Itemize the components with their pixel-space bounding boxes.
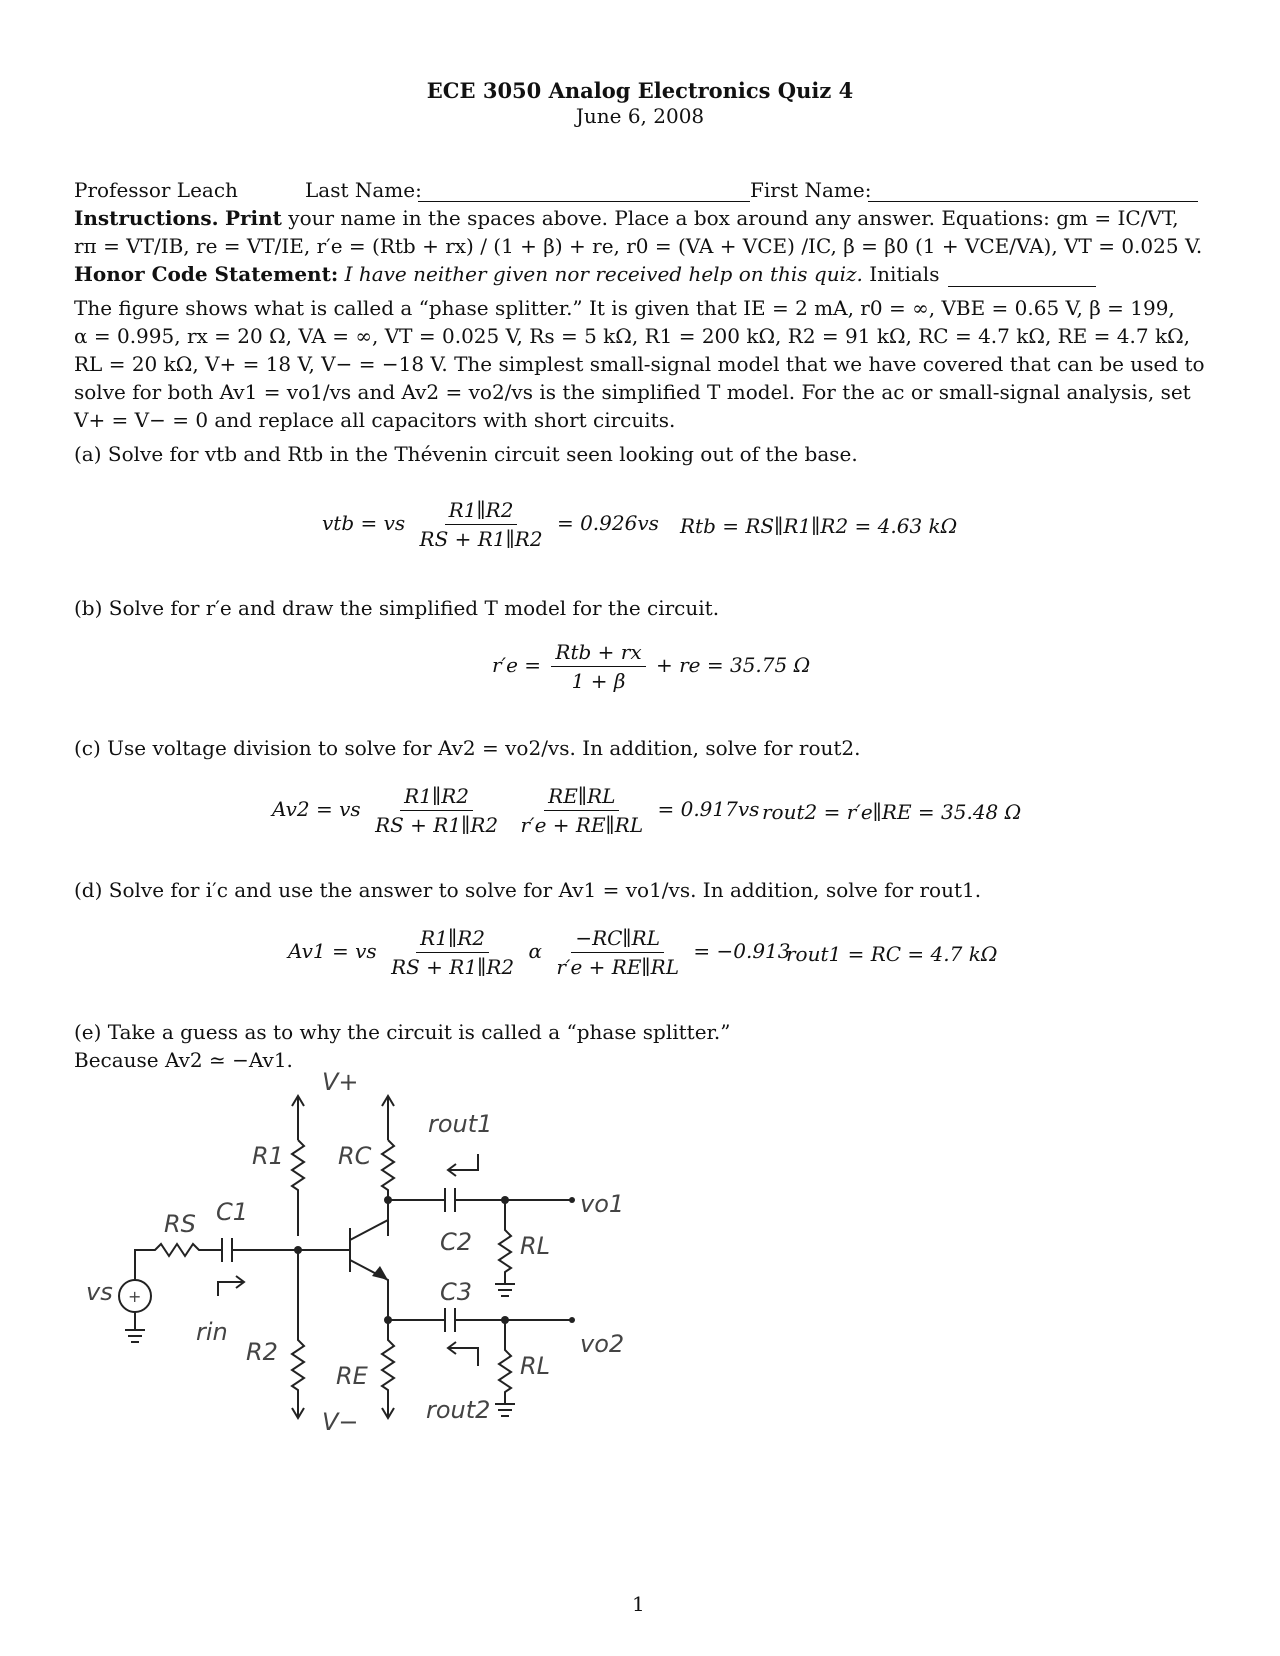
label-c1: C1 <box>216 1198 249 1226</box>
problem-line-5: V+ = V− = 0 and replace all capacitors with short circuits. <box>74 408 676 432</box>
part-d-question: (d) Solve for i′c and use the answer to solve for Av1 = vo1/vs. In addition, solve for rout1. <box>74 878 982 902</box>
part-c-fraction-1 <box>371 784 502 837</box>
c1-capacitor <box>222 1238 232 1262</box>
part-c-den-2: r′e + RE∥RL <box>520 813 644 837</box>
problem-line-3: RL = 20 kΩ, V+ = 18 V, V− = −18 V. The simplest small-signal model that we have covered that can be used to <box>74 352 1205 376</box>
label-c2: C2 <box>440 1228 473 1256</box>
vo1-terminal <box>569 1197 575 1203</box>
part-e-answer: Because Av2 ≃ −Av1. <box>74 1048 293 1072</box>
vo2-junction <box>501 1316 509 1324</box>
c3-capacitor <box>445 1308 455 1332</box>
part-a-question: (a) Solve for vtb and Rtb in the Thévenin circuit seen looking out of the base. <box>74 442 858 466</box>
vplus-arrow-right <box>382 1096 394 1140</box>
last-name-line[interactable] <box>418 201 750 202</box>
first-name-label: First Name: <box>750 178 872 202</box>
vo2-terminal <box>569 1317 575 1323</box>
part-b-num: Rtb + rx <box>551 640 645 667</box>
label-rin: rin <box>196 1318 228 1346</box>
part-d-alpha: α <box>528 939 542 963</box>
initials-line[interactable] <box>948 286 1096 287</box>
problem-line-2: α = 0.995, rx = 20 Ω, VA = ∞, VT = 0.025 V, Rs = 5 kΩ, R1 = 200 kΩ, R2 = 91 kΩ, RC = 4.7 kΩ, RE = 4.7 kΩ, <box>74 324 1191 348</box>
label-r2: R2 <box>246 1338 278 1366</box>
part-d-result: = −0.913 <box>693 939 791 963</box>
part-c-num-2: RE∥RL <box>544 784 619 811</box>
instructions-label: Instructions. <box>74 206 219 230</box>
honor-initials-label: Initials <box>869 262 940 286</box>
part-e-question: (e) Take a guess as to why the circuit is called a “phase splitter.” <box>74 1020 731 1044</box>
part-d-num-1: R1∥R2 <box>416 926 489 953</box>
label-rl2: RL <box>520 1352 551 1380</box>
part-c-num-1: R1∥R2 <box>400 784 473 811</box>
honor-label: Honor Code Statement: <box>74 262 339 286</box>
label-vminus: V− <box>322 1408 359 1436</box>
label-vo2: vo2 <box>580 1330 625 1358</box>
source-plus-icon: + <box>128 1287 142 1306</box>
base-junction <box>294 1246 302 1254</box>
vplus-arrow-left <box>292 1096 304 1140</box>
rin-arrow <box>218 1276 244 1296</box>
part-c-equation <box>272 784 759 837</box>
part-b-lhs: r′e = <box>492 653 542 677</box>
part-c-result: = 0.917vs <box>657 797 760 821</box>
quiz-title: ECE 3050 Analog Electronics Quiz 4 <box>426 78 854 103</box>
part-b-result: + re = 35.75 Ω <box>656 653 811 677</box>
instructions-line-1 <box>74 206 1179 230</box>
label-rc: RC <box>338 1142 372 1170</box>
r1-resistor <box>292 1140 304 1236</box>
instructions-text-1: your name in the spaces above. Place a box around any answer. Equations: gm = IC/VT, <box>288 206 1179 230</box>
c2-capacitor <box>445 1188 455 1212</box>
part-d-den-2: r′e + RE∥RL <box>556 955 679 979</box>
label-r1: R1 <box>252 1142 284 1170</box>
part-b-question: (b) Solve for r′e and draw the simplified T model for the circuit. <box>74 596 720 620</box>
ground-rl2-icon <box>495 1404 515 1416</box>
source-vs <box>119 1280 151 1312</box>
ground-source-icon <box>125 1330 145 1342</box>
part-c-question: (c) Use voltage division to solve for Av2 = vo2/vs. In addition, solve for rout2. <box>74 736 861 760</box>
problem-line-1: The figure shows what is called a “phase splitter.” It is given that IE = 2 mA, r0 = ∞, VBE = 0.65 V, β = 199, <box>74 296 1175 320</box>
instructions-print: Print <box>224 206 282 230</box>
part-d-equation <box>288 926 791 979</box>
rout1-arrow <box>448 1154 478 1176</box>
page-number: 1 <box>632 1592 645 1616</box>
part-c-rout2: rout2 = r′e∥RE = 35.48 Ω <box>762 800 1022 824</box>
part-c-fraction-2 <box>516 784 647 837</box>
emitter-arrow-icon <box>372 1266 388 1280</box>
label-rl1: RL <box>520 1232 551 1260</box>
part-d-fraction-2 <box>552 926 683 979</box>
part-d-den-1: RS + R1∥R2 <box>391 955 515 979</box>
r2-resistor <box>292 1250 304 1418</box>
rl1-resistor <box>499 1200 511 1284</box>
ground-rl1-icon <box>495 1284 515 1296</box>
part-d-rout1: rout1 = RC = 4.7 kΩ <box>786 942 998 966</box>
re-resistor <box>382 1300 394 1418</box>
label-rs: RS <box>164 1210 196 1238</box>
part-a-lhs: vtb = vs <box>322 511 406 535</box>
rout2-arrow <box>448 1342 478 1366</box>
transistor-collector <box>350 1200 388 1240</box>
part-c-lhs: Av2 = vs <box>272 797 361 821</box>
part-d-lhs: Av1 = vs <box>288 939 377 963</box>
part-d-num-2: −RC∥RL <box>571 926 664 953</box>
honor-code-line <box>74 262 939 286</box>
last-name-label: Last Name: <box>305 178 422 202</box>
part-a-rtb: Rtb = RS∥R1∥R2 = 4.63 kΩ <box>680 514 958 538</box>
part-b-fraction <box>551 640 645 693</box>
professor-label: Professor Leach <box>74 178 238 202</box>
first-name-line[interactable] <box>868 201 1198 202</box>
label-vo1: vo1 <box>580 1190 625 1218</box>
label-vs: vs <box>86 1278 113 1306</box>
honor-statement: I have neither given nor received help on this quiz. <box>344 262 863 286</box>
label-re: RE <box>336 1362 368 1390</box>
rc-resistor <box>382 1140 394 1236</box>
part-b-equation <box>492 640 810 693</box>
label-c3: C3 <box>440 1278 473 1306</box>
part-a-den: RS + R1∥R2 <box>419 527 543 551</box>
part-b-den: 1 + β <box>571 669 626 693</box>
quiz-date: June 6, 2008 <box>575 104 705 128</box>
part-c-den-1: RS + R1∥R2 <box>375 813 499 837</box>
rl2-resistor <box>499 1320 511 1404</box>
transistor-emitter <box>350 1260 388 1300</box>
label-rout2: rout2 <box>426 1396 491 1424</box>
part-a-fraction <box>416 498 547 551</box>
vo1-junction <box>501 1196 509 1204</box>
rs-resistor <box>135 1244 222 1280</box>
collector-junction <box>384 1196 392 1204</box>
label-rout1: rout1 <box>428 1110 493 1138</box>
label-vplus: V+ <box>322 1068 359 1096</box>
instructions-line-2: rπ = VT/IB, re = VT/IE, r′e = (Rtb + rx) / (1 + β) + re, r0 = (VA + VCE) /IC, β = β0 (1 + VCE/VA), VT = 0.025 V. <box>74 234 1203 258</box>
problem-line-4: solve for both Av1 = vo1/vs and Av2 = vo2/vs is the simplified T model. For the ac or small-signal analysis, set <box>74 380 1191 404</box>
part-a-equation <box>322 498 659 551</box>
emitter-junction <box>384 1316 392 1324</box>
part-d-fraction-1 <box>387 926 518 979</box>
part-a-num: R1∥R2 <box>445 498 518 525</box>
part-a-result: = 0.926vs <box>556 511 659 535</box>
